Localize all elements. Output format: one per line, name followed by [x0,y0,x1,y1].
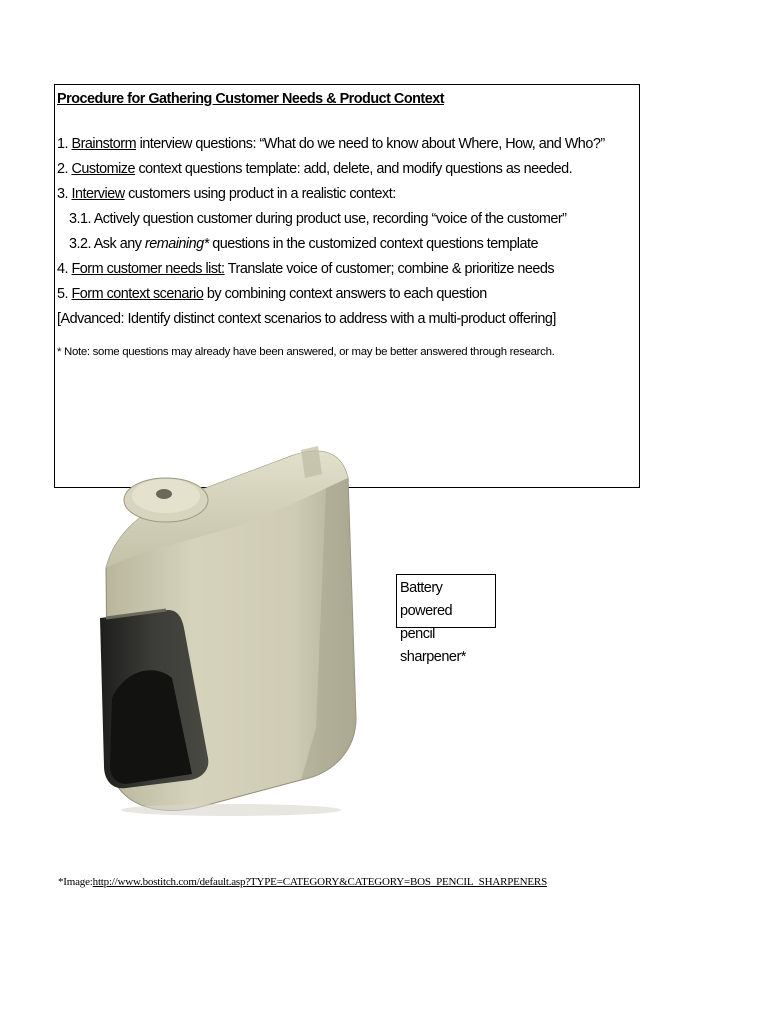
footnote: * Note: some questions may already have been answered, or may be better answered through research. [57,346,555,358]
step-3-1: 3.1. Actively question customer during product use, recording “voice of the customer” [69,211,567,227]
step-3: 3. Interview customers using product in a realistic context: [57,186,396,202]
step-4: 4. Form customer needs list: Translate voice of customer; combine & prioritize needs [57,261,555,277]
step-2-keyword: Customize [71,161,135,177]
step-5: 5. Form context scenario by combining context answers to each question [57,286,487,302]
pencil-sharpener-image [86,428,386,818]
advanced-step: [Advanced: Identify distinct context scenarios to address with a multi-product offering] [57,311,556,327]
image-source-link[interactable]: http://www.bostitch.com/default.asp?TYPE=CATEGORY&CATEGORY=BOS_PENCIL_SHARPENERS [92,876,547,888]
step-1: 1. Brainstorm interview questions: “What do we need to know about Where, How, and Who?” [57,136,605,152]
step-2: 2. Customize context questions template: add, delete, and modify questions as needed. [57,161,573,177]
image-caption: Battery powered pencil sharpener* [396,574,496,628]
step-3-keyword: Interview [71,186,125,202]
image-source: *Image:http://www.bostitch.com/default.asp?TYPE=CATEGORY&CATEGORY=BOS_PENCIL_SHARPENERS [58,876,547,888]
step-5-keyword: Form context scenario [71,286,204,302]
step-3-2: 3.2. Ask any remaining* questions in the customized context questions template [69,236,538,252]
step-4-keyword: Form customer needs list: [71,261,225,277]
step-1-keyword: Brainstorm [71,136,137,152]
procedure-title: Procedure for Gathering Customer Needs & Product Context [57,91,444,107]
